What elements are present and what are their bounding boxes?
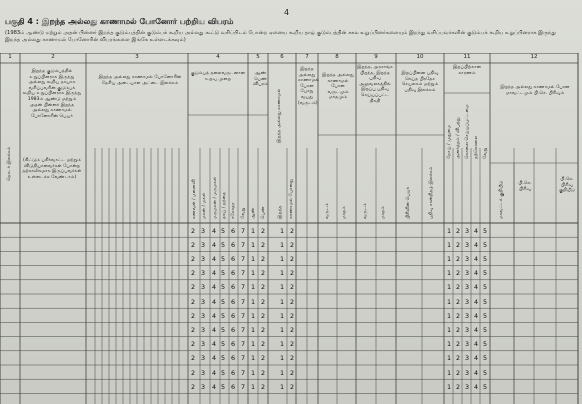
code-digit: 6 xyxy=(230,368,236,377)
column-number: 1 xyxy=(8,54,12,60)
code-digit: 5 xyxy=(220,226,226,235)
code-digit: 3 xyxy=(200,283,206,292)
code-digit: 4 xyxy=(211,240,217,249)
column-number: 8 xyxy=(335,54,339,60)
code-digit: 1 xyxy=(446,325,452,334)
code-digit: 2 xyxy=(289,311,295,320)
code-digit: 2 xyxy=(455,325,461,334)
code-digit: 6 xyxy=(230,382,236,391)
code-digit: 6 xyxy=(230,283,236,292)
code-digit: 7 xyxy=(240,340,246,349)
code-digit: 1 xyxy=(446,368,452,377)
code-digit: 2 xyxy=(455,297,461,306)
part-title: பகுதி 4 : இறந்த அல்லது காணாமல் போனோர் பற்றிய விபரம் xyxy=(5,17,234,26)
code-digit: 5 xyxy=(482,340,488,349)
code-digit: 1 xyxy=(446,254,452,263)
code-digit: 2 xyxy=(260,240,266,249)
code-digit: 2 xyxy=(260,254,266,263)
code-digit: 3 xyxy=(464,325,470,334)
code-digit: 2 xyxy=(289,368,295,377)
code-digit: 6 xyxy=(230,269,236,278)
header-dead-missing: இறந்த அல்லது காணாமல் xyxy=(277,88,282,143)
month-subheader: மாதம் xyxy=(342,206,347,219)
sex-subheader: பெண் xyxy=(261,206,266,219)
header-registration-date: இறந்த, அரசாங்க பிறந்த, இறந்த பதிவு அலுவலகத்தில் இறப்பு பதிவு செய்யப்பட்ட திகதி xyxy=(357,65,393,104)
header-nic: இறந்த அல்லது காணாமல் போனோரின் தேசிய அடையாள அட்டை இலக்கம் xyxy=(98,75,182,86)
code-digit: 3 xyxy=(200,226,206,235)
code-digit: 2 xyxy=(455,240,461,249)
code-digit: 1 xyxy=(279,226,285,235)
code-digit: 3 xyxy=(464,368,470,377)
relationship-subheader: மருமகன் / மருமகள் xyxy=(213,176,218,219)
code-digit: 2 xyxy=(190,325,196,334)
office-subheader: பிரிவின் பெயர் xyxy=(406,187,411,219)
code-digit: 4 xyxy=(211,269,217,278)
code-digit: 2 xyxy=(260,283,266,292)
code-digit: 2 xyxy=(455,368,461,377)
code-digit: 5 xyxy=(482,269,488,278)
code-digit: 2 xyxy=(289,325,295,334)
code-digit: 4 xyxy=(211,354,217,363)
code-digit: 2 xyxy=(289,382,295,391)
code-digit: 1 xyxy=(279,297,285,306)
code-digit: 7 xyxy=(240,311,246,320)
code-digit: 1 xyxy=(446,297,452,306)
code-digit: 1 xyxy=(446,240,452,249)
code-digit: 2 xyxy=(289,240,295,249)
code-digit: 6 xyxy=(230,254,236,263)
code-digit: 3 xyxy=(200,325,206,334)
header-relationship: குடும்பத் தலைவருடனான உறவு முறை xyxy=(190,71,246,82)
code-digit: 4 xyxy=(473,254,479,263)
code-digit: 2 xyxy=(190,254,196,263)
cause-subheader: தற்கொலை xyxy=(474,135,479,159)
code-digit: 5 xyxy=(482,226,488,235)
code-digit: 7 xyxy=(240,240,246,249)
code-digit: 1 xyxy=(279,368,285,377)
code-digit: 4 xyxy=(211,368,217,377)
year-subheader: வருடம் xyxy=(363,202,368,219)
code-digit: 5 xyxy=(220,269,226,278)
code-digit: 2 xyxy=(289,269,295,278)
code-digit: 2 xyxy=(289,297,295,306)
code-digit: 5 xyxy=(220,254,226,263)
code-digit: 4 xyxy=(473,325,479,334)
code-digit: 4 xyxy=(211,226,217,235)
code-digit: 2 xyxy=(289,340,295,349)
code-digit: 6 xyxy=(230,311,236,320)
code-digit: 1 xyxy=(279,325,285,334)
code-digit: 2 xyxy=(455,340,461,349)
code-digit: 3 xyxy=(200,311,206,320)
header-age: இறந்த அல்லது காணாமல் போன போது வயது (வருடம்) xyxy=(298,67,320,106)
code-digit: 3 xyxy=(464,382,470,391)
code-digit: 4 xyxy=(473,269,479,278)
code-digit: 1 xyxy=(446,311,452,320)
code-digit: 4 xyxy=(211,325,217,334)
code-digit: 7 xyxy=(240,269,246,278)
column-number: 10 xyxy=(416,54,424,60)
code-digit: 5 xyxy=(220,283,226,292)
code-digit: 2 xyxy=(190,283,196,292)
code-digit: 5 xyxy=(220,297,226,306)
code-digit: 1 xyxy=(250,297,256,306)
code-digit: 4 xyxy=(211,283,217,292)
code-digit: 2 xyxy=(455,354,461,363)
code-digit: 2 xyxy=(289,254,295,263)
code-digit: 3 xyxy=(200,340,206,349)
code-digit: 3 xyxy=(464,240,470,249)
division-subheader: பி.செ. பிரிவு xyxy=(518,181,532,192)
code-digit: 3 xyxy=(200,354,206,363)
code-digit: 2 xyxy=(260,340,266,349)
code-digit: 5 xyxy=(482,311,488,320)
code-digit: 4 xyxy=(211,382,217,391)
code-digit: 2 xyxy=(455,382,461,391)
code-digit: 3 xyxy=(200,254,206,263)
code-digit: 2 xyxy=(260,297,266,306)
code-digit: 4 xyxy=(473,382,479,391)
column-number: 11 xyxy=(463,54,471,60)
code-digit: 5 xyxy=(482,368,488,377)
header-registration-office: இறப்பினை பதிவு செய்த பிரதேச செயலகம் மற்றும் பதிவு இலக்கம் xyxy=(401,71,439,93)
code-digit: 2 xyxy=(455,311,461,320)
code-digit: 5 xyxy=(220,340,226,349)
code-digit: 1 xyxy=(250,240,256,249)
code-digit: 3 xyxy=(464,311,470,320)
code-digit: 2 xyxy=(260,269,266,278)
district-code-subheader: மாவட்டக் குறியீடு xyxy=(499,180,504,219)
column-number: 6 xyxy=(280,54,284,60)
code-digit: 3 xyxy=(464,297,470,306)
code-digit: 6 xyxy=(230,297,236,306)
code-digit: 6 xyxy=(230,340,236,349)
code-digit: 1 xyxy=(446,354,452,363)
code-digit: 7 xyxy=(240,382,246,391)
code-digit: 2 xyxy=(455,269,461,278)
code-digit: 4 xyxy=(211,254,217,263)
code-digit: 3 xyxy=(464,283,470,292)
code-digit: 2 xyxy=(260,226,266,235)
code-digit: 2 xyxy=(260,311,266,320)
code-digit: 7 xyxy=(240,254,246,263)
code-digit: 7 xyxy=(240,283,246,292)
month-subheader: மாதம் xyxy=(381,206,386,219)
code-digit: 4 xyxy=(473,226,479,235)
header-sex: ஆண் பெண் விபரம் xyxy=(253,71,268,88)
code-digit: 2 xyxy=(260,382,266,391)
header-name: இறந்த குடும்பத்தில் உறுப்பினராக இருந்து அல்லது கூறிய தாயாக வசிப்பவரின் குடும்பக் கூறிய உறுப்பினராக இருந்து 1983ம் ஆண்டு மற்றும் அதன் பின்னர் இறந்த அல்லது காணாமல் போனோரின் பெயர் xyxy=(22,69,82,119)
code-digit: 2 xyxy=(260,325,266,334)
code-digit: 2 xyxy=(190,240,196,249)
code-digit: 1 xyxy=(250,368,256,377)
code-digit: 6 xyxy=(230,226,236,235)
code-digit: 3 xyxy=(200,368,206,377)
code-digit: 5 xyxy=(482,354,488,363)
code-digit: 2 xyxy=(455,226,461,235)
code-digit: 5 xyxy=(220,311,226,320)
code-digit: 1 xyxy=(446,269,452,278)
column-number: 12 xyxy=(530,54,538,60)
code-digit: 5 xyxy=(220,325,226,334)
code-digit: 5 xyxy=(482,297,488,306)
relationship-subheader: சகோதர xyxy=(231,202,236,219)
relationship-subheader: வேறு xyxy=(241,207,246,219)
header-name-note: (கிட்டும் பகிர்வாட்ட மற்றும் விடுதியானவர்கள் போன்ற தற்காலிகமாக இருப்பவர்கள் உள்ளடக்க வேண்டாம்) xyxy=(22,158,82,180)
cause-subheader: கொலை செய்யப்பட்டமை xyxy=(465,104,470,159)
header-cause: இறப்பிற்கான காரணம் xyxy=(452,65,482,76)
code-digit: 1 xyxy=(250,226,256,235)
code-digit: 1 xyxy=(250,254,256,263)
code-digit: 6 xyxy=(230,240,236,249)
death-record-table xyxy=(0,53,580,404)
code-digit: 2 xyxy=(289,354,295,363)
cause-subheader: வேறு xyxy=(483,147,488,159)
column-number: 3 xyxy=(135,54,139,60)
code-digit: 1 xyxy=(250,325,256,334)
relationship-subheader: தாய் / தந்தை xyxy=(222,191,227,219)
code-digit: 2 xyxy=(289,226,295,235)
code-digit: 1 xyxy=(446,283,452,292)
code-digit: 6 xyxy=(230,325,236,334)
code-digit: 2 xyxy=(260,354,266,363)
code-digit: 1 xyxy=(250,340,256,349)
code-digit: 3 xyxy=(200,382,206,391)
code-digit: 4 xyxy=(473,354,479,363)
code-digit: 7 xyxy=(240,297,246,306)
header-date-missing: இறந்த அல்லது காணாமல் போன வருடமும் மாதமும் xyxy=(322,73,354,101)
cause-subheader: அனர்த்தம் / விபத்து xyxy=(456,117,461,159)
code-digit: 7 xyxy=(240,226,246,235)
code-digit: 5 xyxy=(482,382,488,391)
code-digit: 1 xyxy=(250,283,256,292)
code-digit: 1 xyxy=(250,311,256,320)
header-district: இறந்த அல்லது காணாமல் போன மாவட்டமும் பி.செ. பிரிவும் xyxy=(500,85,570,96)
code-digit: 3 xyxy=(200,269,206,278)
column-number: 9 xyxy=(374,54,378,60)
code-digit: 2 xyxy=(455,283,461,292)
code-digit: 4 xyxy=(473,297,479,306)
code-digit: 5 xyxy=(220,382,226,391)
code-digit: 1 xyxy=(250,354,256,363)
column-number: 7 xyxy=(305,54,309,60)
relationship-subheader: மகன் / மகள் xyxy=(202,192,207,219)
code-digit: 2 xyxy=(190,382,196,391)
code-digit: 7 xyxy=(240,325,246,334)
code-digit: 1 xyxy=(446,382,452,391)
code-digit: 4 xyxy=(473,368,479,377)
column-number: 5 xyxy=(256,54,260,60)
code-digit: 4 xyxy=(473,283,479,292)
code-digit: 2 xyxy=(289,283,295,292)
code-digit: 7 xyxy=(240,354,246,363)
code-digit: 4 xyxy=(473,340,479,349)
code-digit: 5 xyxy=(482,240,488,249)
code-digit: 3 xyxy=(464,254,470,263)
code-digit: 1 xyxy=(279,240,285,249)
code-digit: 4 xyxy=(211,340,217,349)
code-digit: 1 xyxy=(279,254,285,263)
code-digit: 1 xyxy=(446,226,452,235)
division-code-subheader: பி.செ. பிரிவு குறியீடு xyxy=(558,177,576,194)
code-digit: 2 xyxy=(190,311,196,320)
code-digit: 2 xyxy=(260,368,266,377)
year-subheader: வருடம் xyxy=(325,202,330,219)
page-number: 4 xyxy=(284,8,290,17)
code-digit: 2 xyxy=(190,340,196,349)
code-digit: 5 xyxy=(220,368,226,377)
code-digit: 1 xyxy=(279,311,285,320)
code-digit: 2 xyxy=(190,269,196,278)
certificate-subheader: பதிவு சான்றிதழ் இலக்கம் xyxy=(429,166,434,219)
code-digit: 4 xyxy=(211,311,217,320)
code-digit: 4 xyxy=(473,240,479,249)
code-digit: 2 xyxy=(190,354,196,363)
code-digit: 5 xyxy=(482,283,488,292)
code-digit: 1 xyxy=(446,340,452,349)
column-number: 2 xyxy=(51,54,55,60)
code-digit: 4 xyxy=(211,297,217,306)
code-digit: 3 xyxy=(464,354,470,363)
code-digit: 1 xyxy=(279,283,285,292)
code-digit: 5 xyxy=(220,240,226,249)
code-digit: 3 xyxy=(464,269,470,278)
code-digit: 1 xyxy=(250,269,256,278)
code-digit: 3 xyxy=(464,340,470,349)
code-digit: 1 xyxy=(279,382,285,391)
code-digit: 6 xyxy=(230,354,236,363)
code-digit: 3 xyxy=(200,297,206,306)
code-digit: 2 xyxy=(190,226,196,235)
column-number: 4 xyxy=(216,54,220,60)
code-digit: 2 xyxy=(190,368,196,377)
code-digit: 7 xyxy=(240,368,246,377)
code-digit: 2 xyxy=(190,297,196,306)
intro-text: (1983ம் ஆண்டு மற்றும் அதன் பின்னர் இறந்த குடும்பத்தின் குடும்பக் கூறிய அல்லது கூட்டு வசிப்பிடம் போன்ற ஏனைய கூறிய தாழ் குடும்பத்தின் சகல உறுப்பினர்களையும் இறந்து வசிப்பவர்களின் குடும்பக் கூறிய உறுப்பினராக இருந்து இறந்த அல்லது காணாமல் போனோரின் விபரங்களை இங்கே உள்ளடக்கவும்) xyxy=(5,30,556,43)
code-digit: 5 xyxy=(482,325,488,334)
cause-subheader: நோய் / முதுமை xyxy=(447,124,452,159)
code-digit: 4 xyxy=(473,311,479,320)
status-subheader: காணாமல் போனது xyxy=(289,178,294,219)
sex-subheader: ஆண் xyxy=(251,207,256,219)
code-digit: 5 xyxy=(220,354,226,363)
code-digit: 2 xyxy=(455,254,461,263)
code-digit: 1 xyxy=(250,382,256,391)
code-digit: 3 xyxy=(464,226,470,235)
code-digit: 5 xyxy=(482,254,488,263)
code-digit: 3 xyxy=(200,240,206,249)
code-digit: 1 xyxy=(279,269,285,278)
code-digit: 1 xyxy=(279,354,285,363)
code-digit: 1 xyxy=(279,340,285,349)
header-serial-no: தொடர் இலக்கம் xyxy=(7,146,12,181)
relationship-subheader: கணவன் / மனைவி xyxy=(192,179,197,219)
status-subheader: இறந்த xyxy=(278,205,283,219)
